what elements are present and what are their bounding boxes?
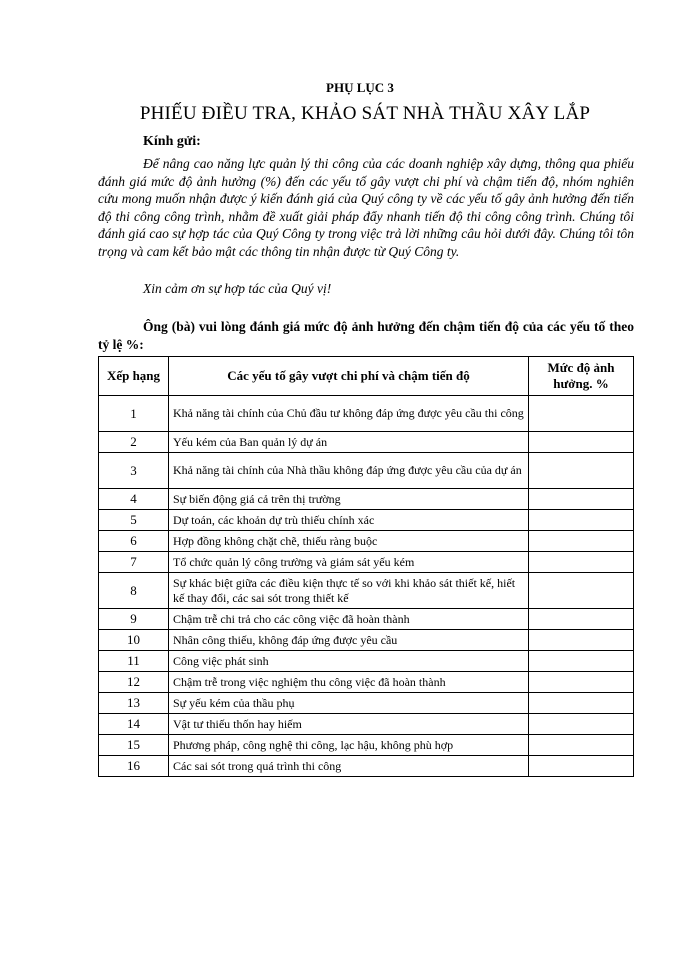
rank-cell: 9 xyxy=(99,609,169,630)
table-row xyxy=(99,735,634,756)
appendix-label: PHỤ LỤC 3 xyxy=(326,80,394,95)
percent-cell[interactable] xyxy=(529,552,634,573)
factor-cell: Chậm trễ trong việc nghiệm thu công việc đã hoàn thành xyxy=(169,672,529,693)
factor-header: Các yếu tố gây vượt chi phí và chậm tiến độ xyxy=(169,357,529,396)
factor-cell: Chậm trễ chi trả cho các công việc đã hoàn thành xyxy=(169,609,529,630)
table-row xyxy=(99,531,634,552)
rank-cell: 10 xyxy=(99,630,169,651)
rank-cell: 13 xyxy=(99,693,169,714)
factor-cell: Tổ chức quản lý công trường và giám sát yếu kém xyxy=(169,552,529,573)
table-row xyxy=(99,552,634,573)
rank-cell: 6 xyxy=(99,531,169,552)
table-row xyxy=(99,693,634,714)
intro-text: Để nâng cao năng lực quản lý thi công của các doanh nghiệp xây dựng, thông qua phiếu đánh giá mức độ ảnh hưởng (%) đến các yếu tố gây vượt chi phí và chậm tiến độ, nhóm nghiên cứu mong muốn nhận được ý kiến đánh giá của Quý công ty về các yếu tố gây ảnh hưởng đến tiến độ thi công công trình, nhằm đề xuất giải pháp đẩy nhanh tiến độ thi công công trình. Chúng tôi đánh giá cao sự hợp tác của Quý Công ty trong việc trả lời những câu hỏi dưới đây. Chúng tôi tôn trọng và cam kết bảo mật các thông tin nhận được từ Quý Công ty. xyxy=(98,156,634,259)
percent-cell[interactable] xyxy=(529,432,634,453)
factor-cell: Sự yếu kém của thầu phụ xyxy=(169,693,529,714)
percent-cell[interactable] xyxy=(529,573,634,609)
rank-cell: 2 xyxy=(99,432,169,453)
page-title: PHIẾU ĐIỀU TRA, KHẢO SÁT NHÀ THẦU XÂY LẮP xyxy=(139,103,591,124)
factor-cell: Sự khác biệt giữa các điều kiện thực tế so với khi khảo sát thiết kế, hiết kế thay đổi, các sai sót trong thiết kế xyxy=(169,573,529,609)
percent-cell[interactable] xyxy=(529,714,634,735)
greeting: Kính gửi: xyxy=(143,134,201,149)
factor-cell: Hợp đồng không chặt chẽ, thiếu ràng buộc xyxy=(169,531,529,552)
table-row xyxy=(99,432,634,453)
percent-cell[interactable] xyxy=(529,609,634,630)
table-row xyxy=(99,573,634,609)
factor-cell: Vật tư thiếu thốn hay hiếm xyxy=(169,714,529,735)
percent-cell[interactable] xyxy=(529,453,634,489)
factor-cell: Dự toán, các khoản dự trù thiếu chính xác xyxy=(169,510,529,531)
factor-cell: Khả năng tài chính của Nhà thầu không đáp ứng được yêu cầu của dự án xyxy=(169,453,529,489)
intro-paragraph xyxy=(98,155,634,260)
table-row xyxy=(99,453,634,489)
percent-cell[interactable] xyxy=(529,531,634,552)
table-row xyxy=(99,714,634,735)
rank-cell: 1 xyxy=(99,396,169,432)
table-row xyxy=(99,756,634,777)
factor-cell: Khả năng tài chính của Chủ đầu tư không đáp ứng được yêu cầu thi công xyxy=(169,396,529,432)
table-header-row xyxy=(99,357,634,396)
rank-cell: 4 xyxy=(99,489,169,510)
rank-cell: 8 xyxy=(99,573,169,609)
rank-cell: 11 xyxy=(99,651,169,672)
table-row xyxy=(99,630,634,651)
factor-cell: Các sai sót trong quá trình thi công xyxy=(169,756,529,777)
percent-cell[interactable] xyxy=(529,489,634,510)
factor-cell: Yếu kém của Ban quản lý dự án xyxy=(169,432,529,453)
rank-cell: 14 xyxy=(99,714,169,735)
table-row xyxy=(99,609,634,630)
table-row xyxy=(99,510,634,531)
percent-cell[interactable] xyxy=(529,630,634,651)
rank-cell: 5 xyxy=(99,510,169,531)
survey-question: Ông (bà) vui lòng đánh giá mức độ ảnh hưởng đến chậm tiến độ của các yếu tố theo tỷ lệ %: xyxy=(98,319,634,352)
percent-cell[interactable] xyxy=(529,396,634,432)
rank-header: Xếp hạng xyxy=(99,357,169,396)
factor-cell: Sự biến động giá cả trên thị trường xyxy=(169,489,529,510)
percent-header: Mức độ ảnh hưởng. % xyxy=(529,357,634,396)
thanks-line: Xin cảm ơn sự hợp tác của Quý vị! xyxy=(143,281,332,296)
percent-cell[interactable] xyxy=(529,510,634,531)
rank-cell: 16 xyxy=(99,756,169,777)
percent-cell[interactable] xyxy=(529,756,634,777)
percent-cell[interactable] xyxy=(529,735,634,756)
percent-cell[interactable] xyxy=(529,693,634,714)
table-row xyxy=(99,489,634,510)
table-row xyxy=(99,672,634,693)
factor-cell: Nhân công thiếu, không đáp ứng được yêu cầu xyxy=(169,630,529,651)
rank-cell: 7 xyxy=(99,552,169,573)
factor-cell: Công việc phát sinh xyxy=(169,651,529,672)
rank-cell: 3 xyxy=(99,453,169,489)
factor-cell: Phương pháp, công nghệ thi công, lạc hậu, không phù hợp xyxy=(169,735,529,756)
rank-cell: 15 xyxy=(99,735,169,756)
table-row xyxy=(99,396,634,432)
percent-cell[interactable] xyxy=(529,651,634,672)
percent-cell[interactable] xyxy=(529,672,634,693)
rank-cell: 12 xyxy=(99,672,169,693)
table-row xyxy=(99,651,634,672)
survey-table xyxy=(98,356,634,777)
